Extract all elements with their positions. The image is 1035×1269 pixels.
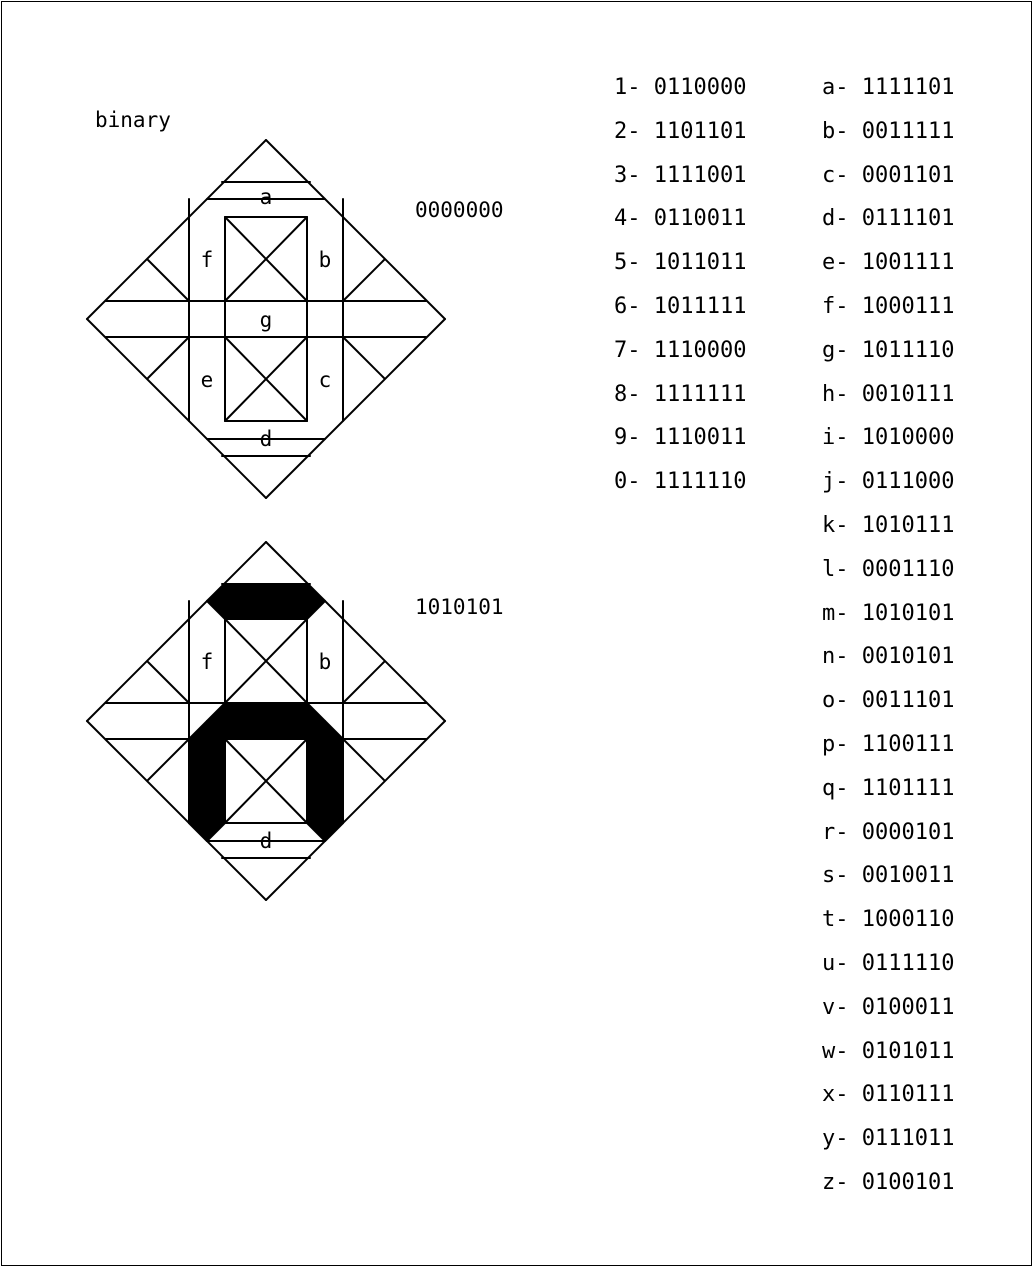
digit-code-row: 1- 0110000	[614, 75, 747, 100]
letter-code-row: h- 0010111	[822, 381, 955, 407]
code-key: l	[822, 556, 836, 582]
segment-outline-line	[148, 337, 189, 378]
code-bits: 0111101	[861, 206, 955, 232]
segment-outline-line	[148, 662, 189, 703]
segment-outline-line	[87, 140, 266, 319]
code-key: x	[822, 1082, 836, 1108]
display-code: 1010101	[415, 595, 504, 619]
letter-code-row: z- 0100101	[822, 1169, 955, 1195]
code-bits: 1111110	[653, 469, 747, 495]
code-bits: 1111101	[861, 75, 955, 100]
code-bits: 0100101	[861, 1169, 955, 1195]
segment-label-c: c	[318, 368, 332, 392]
digit-code-row: 6- 1011111	[614, 293, 747, 319]
code-bits: 0111110	[861, 950, 955, 976]
code-key: 4	[614, 206, 628, 232]
segment-outline-line	[343, 260, 384, 301]
segment-outline-line	[87, 721, 266, 900]
code-key: 6	[614, 293, 628, 319]
code-key: d	[822, 206, 836, 232]
segment-label-d: d	[259, 829, 273, 853]
letter-code-row: s- 0010011	[822, 863, 955, 889]
segment-label-g: g	[259, 308, 273, 332]
code-bits: 1110011	[653, 425, 747, 451]
code-key: k	[822, 512, 836, 538]
segment-label-f: f	[200, 248, 214, 272]
segment-label-b: b	[318, 248, 332, 272]
code-bits: 0100011	[861, 994, 955, 1020]
code-key: p	[822, 731, 836, 757]
code-key: a	[822, 75, 836, 100]
code-bits: 0000101	[861, 819, 955, 845]
code-bits: 1010000	[861, 425, 955, 451]
letter-code-row: t- 1000110	[822, 907, 955, 933]
code-bits: 1100111	[861, 731, 955, 757]
code-bits: 0010011	[861, 863, 955, 889]
letter-code-row: f- 1000111	[822, 293, 955, 319]
code-bits: 1000110	[861, 907, 955, 933]
code-key: 1	[614, 75, 628, 100]
segment-outline-line	[266, 140, 445, 319]
code-bits: 0110000	[653, 75, 747, 100]
digit-code-row: 9- 1110011	[614, 425, 747, 451]
segment-outline-line	[266, 542, 445, 721]
code-bits: 1010101	[861, 600, 955, 626]
segment-c-lit	[307, 721, 343, 841]
code-bits: 1011111	[653, 293, 747, 319]
code-key: z	[822, 1169, 836, 1195]
code-bits: 1110000	[653, 337, 747, 363]
digit-code-row: 5- 1011011	[614, 250, 747, 276]
letter-code-table	[822, 66, 954, 1205]
letter-code-row: q- 1101111	[822, 775, 955, 801]
code-bits: 1011110	[861, 337, 955, 363]
segment-outline-line	[343, 662, 384, 703]
code-key: o	[822, 688, 836, 714]
code-key: 7	[614, 337, 628, 363]
letter-code-row: o- 0011101	[822, 688, 955, 714]
code-key: 3	[614, 162, 628, 188]
letter-code-row: n- 0010101	[822, 644, 955, 670]
segment-outline-line	[266, 721, 445, 900]
segment-display-blank	[87, 140, 504, 498]
code-key: 9	[614, 425, 628, 451]
letter-code-row: x- 0110111	[822, 1082, 955, 1108]
segment-outline-line	[148, 739, 189, 780]
letter-code-row: r- 0000101	[822, 819, 955, 845]
code-bits: 0010111	[861, 381, 955, 407]
code-key: t	[822, 907, 836, 933]
code-key: f	[822, 293, 836, 319]
segment-display-example	[87, 542, 504, 900]
code-key: n	[822, 644, 836, 670]
segment-a-lit	[207, 584, 325, 619]
display-code: 0000000	[415, 198, 504, 222]
letter-code-row: w- 0101011	[822, 1038, 955, 1064]
letter-code-row: m- 1010101	[822, 600, 955, 626]
segment-outline-line	[148, 260, 189, 301]
code-key: i	[822, 425, 836, 451]
letter-code-row: y- 0111011	[822, 1126, 955, 1152]
digit-code-row: 8- 1111111	[614, 381, 747, 407]
code-key: q	[822, 775, 836, 801]
code-key: h	[822, 381, 836, 407]
letter-code-row: b- 0011111	[822, 118, 955, 144]
code-bits: 0111000	[861, 469, 955, 495]
digit-code-row: 2- 1101101	[614, 118, 747, 144]
code-bits: 0110111	[861, 1082, 955, 1108]
code-key: 5	[614, 250, 628, 276]
code-bits: 0110011	[653, 206, 747, 232]
code-key: w	[822, 1038, 836, 1064]
segment-outline-line	[343, 337, 384, 378]
code-bits: 1000111	[861, 293, 955, 319]
code-key: c	[822, 162, 836, 188]
segment-g-lit	[207, 703, 325, 739]
code-key: 0	[614, 469, 628, 495]
code-bits: 1111111	[653, 381, 747, 407]
digit-code-row: 4- 0110011	[614, 206, 747, 232]
segment-label-d: d	[259, 427, 273, 451]
letter-code-row: v- 0100011	[822, 994, 955, 1020]
digit-code-table	[614, 66, 746, 504]
diagram-title: binary	[95, 108, 171, 132]
segment-outline-line	[343, 739, 384, 780]
digit-code-row: 0- 1111110	[614, 469, 747, 495]
code-key: 8	[614, 381, 628, 407]
code-bits: 1101111	[861, 775, 955, 801]
code-key: v	[822, 994, 836, 1020]
segment-outline-line	[87, 319, 266, 498]
code-key: s	[822, 863, 836, 889]
code-key: j	[822, 469, 836, 495]
code-bits: 1111001	[653, 162, 747, 188]
code-bits: 0001101	[861, 162, 955, 188]
code-bits: 0011111	[861, 118, 955, 144]
letter-code-row: e- 1001111	[822, 250, 955, 276]
code-key: e	[822, 250, 836, 276]
letter-code-row: d- 0111101	[822, 206, 955, 232]
code-key: m	[822, 600, 836, 626]
code-key: 2	[614, 118, 628, 144]
code-key: b	[822, 118, 836, 144]
code-key: u	[822, 950, 836, 976]
digit-code-row: 3- 1111001	[614, 162, 747, 188]
segment-outline-line	[87, 542, 266, 721]
code-key: y	[822, 1126, 836, 1152]
letter-code-row: j- 0111000	[822, 469, 955, 495]
code-bits: 1101101	[653, 118, 747, 144]
code-key: g	[822, 337, 836, 363]
code-key: r	[822, 819, 836, 845]
letter-code-row: k- 1010111	[822, 512, 955, 538]
code-bits: 0011101	[861, 688, 955, 714]
code-bits: 0101011	[861, 1038, 955, 1064]
letter-code-row: c- 0001101	[822, 162, 955, 188]
code-bits: 0001110	[861, 556, 955, 582]
letter-code-row: g- 1011110	[822, 337, 955, 363]
letter-code-row: i- 1010000	[822, 425, 955, 451]
segment-e-lit	[189, 721, 225, 841]
letter-code-row: p- 1100111	[822, 731, 955, 757]
segment-label-b: b	[318, 650, 332, 674]
letter-code-row: l- 0001110	[822, 556, 955, 582]
code-bits: 1010111	[861, 512, 955, 538]
letter-code-row: a- 1111101	[822, 75, 955, 100]
segment-label-e: e	[200, 368, 214, 392]
segment-outline-line	[266, 319, 445, 498]
segment-label-f: f	[200, 650, 214, 674]
code-bits: 0010101	[861, 644, 955, 670]
code-bits: 0111011	[861, 1126, 955, 1152]
digit-code-row: 7- 1110000	[614, 337, 747, 363]
segment-label-a: a	[259, 185, 273, 209]
letter-code-row: u- 0111110	[822, 950, 955, 976]
code-bits: 1001111	[861, 250, 955, 276]
code-bits: 1011011	[653, 250, 747, 276]
